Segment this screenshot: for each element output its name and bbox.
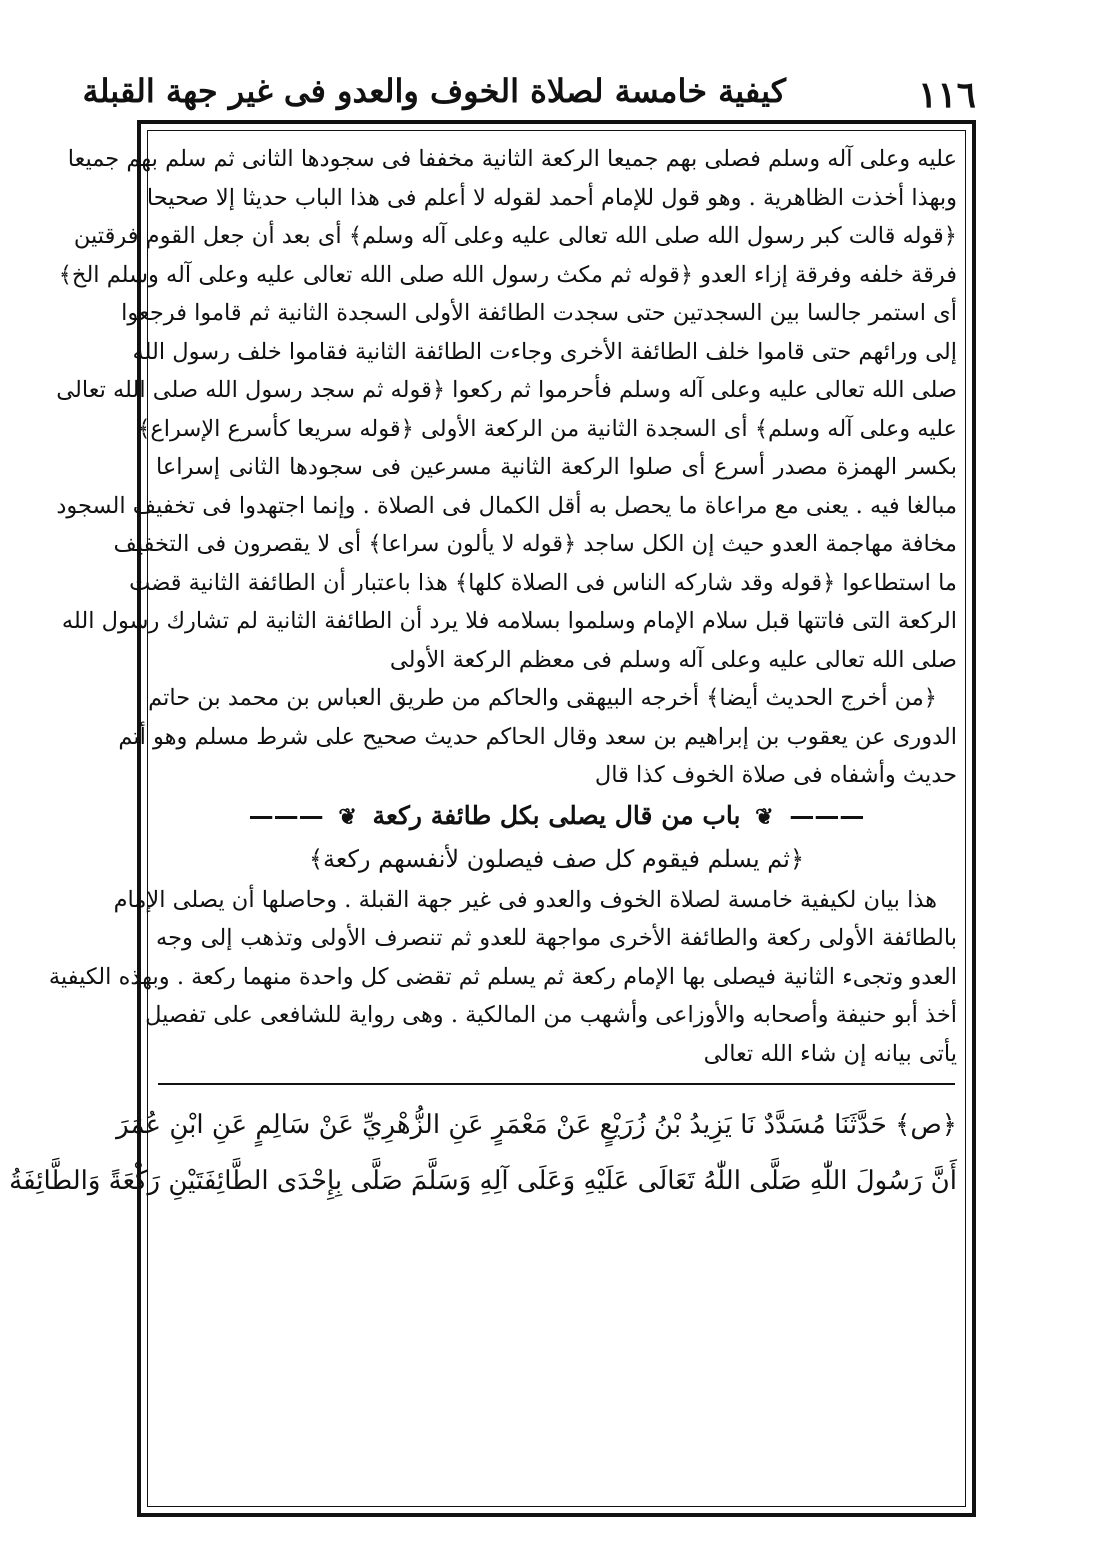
chapter-subtitle: ﴿ثم يسلم فيقوم كل صف فيصلون لأنفسهم ركعة﴾ bbox=[308, 844, 805, 873]
chapter-title-row bbox=[152, 795, 961, 837]
commentary-section bbox=[56, 140, 961, 679]
commentary-line: عليه وعلى آله وسلم﴾ أى السجدة الثانية من الركعة الأولى ﴿قوله سريعا كأسرع الإسراع﴾ bbox=[137, 415, 957, 442]
chapter-title: باب من قال يصلى بكل طائفة ركعة bbox=[372, 800, 741, 830]
explanation-section bbox=[48, 881, 961, 1074]
commentary-line: ما استطاعوا ﴿قوله وقد شاركه الناس فى الصلاة كلها﴾ هذا باعتبار أن الطائفة الثانية قضت bbox=[129, 569, 957, 596]
hadith-line: أَنَّ رَسُولَ اللّٰهِ صَلَّى اللّٰهُ تَعَالَى عَلَيْهِ وَعَلَى آلِهِ وَسَلَّمَ صَلَّى بِإِحْدَى الطَّائِفَتَيْنِ رَكْعَةً وَالطَّائِفَةُ bbox=[9, 1166, 957, 1196]
commentary-line: وبهذا أخذت الظاهرية . وهو قول للإمام أحمد لقوله لا أعلم فى هذا الباب حديثا إلا صحيحا bbox=[146, 184, 957, 211]
commentary-line: مخافة مهاجمة العدو حيث إن الكل ساجد ﴿قوله لا يألون سراعا﴾ أى لا يقصرون فى التخفيف bbox=[113, 531, 957, 557]
text-block bbox=[9, 140, 961, 1495]
takhrij-line: الدورى عن يعقوب بن إبراهيم بن سعد وقال الحاكم حديث صحيح على شرط مسلم وهو أتم bbox=[118, 723, 957, 750]
explanation-line: أخذ أبو حنيفة وأصحابه والأوزاعى وأشهب من المالكية . وهى رواية للشافعى على تفصيل bbox=[145, 1002, 957, 1028]
commentary-line: ﴿قوله قالت كبر رسول الله صلى الله تعالى عليه وعلى آله وسلم﴾ أى بعد أن جعل القوم فرقتين bbox=[73, 223, 957, 249]
commentary-line: مبالغا فيه . يعنى مع مراعاة ما يحصل به أقل الكمال فى الصلاة . وإنما اجتهدوا فى تخفيف السجود bbox=[56, 492, 957, 519]
hadith-section bbox=[9, 1097, 961, 1209]
hadith-divider bbox=[158, 1083, 955, 1085]
commentary-line: أى استمر جالسا بين السجدتين حتى سجدت الطائفة الأولى السجدة الثانية ثم قاموا فرجعوا bbox=[121, 300, 957, 326]
explanation-line: العدو وتجىء الثانية فيصلى بها الإمام ركعة ثم يسلم ثم تقضى كل واحدة منهما ركعة . وبهذه الكيفية bbox=[48, 963, 957, 990]
takhrij-section bbox=[118, 679, 961, 795]
takhrij-line: حديث وأشفاه فى صلاة الخوف كذا قال bbox=[594, 762, 957, 788]
commentary-line: صلى الله تعالى عليه وعلى آله وسلم فأحرموا ثم ركعوا ﴿قوله ثم سجد رسول الله صلى الله تعالى bbox=[56, 377, 957, 403]
running-header bbox=[82, 70, 976, 120]
explanation-line: يأتى بيانه إن شاء الله تعالى bbox=[703, 1040, 957, 1067]
ornament-right-icon: ❦ bbox=[755, 803, 775, 830]
takhrij-line: ﴿من أخرج الحديث أيضا﴾ أخرجه البيهقى والحاكم من طريق العباس بن محمد بن حاتم bbox=[148, 685, 937, 711]
commentary-line: بكسر الهمزة مصدر أسرع أى صلوا الركعة الثانية مسرعين فى سجودها الثانى إسراعا bbox=[156, 454, 957, 480]
chapter-heading-block bbox=[152, 795, 961, 881]
commentary-line: عليه وعلى آله وسلم فصلى بهم جميعا الركعة الثانية مخففا فى سجودها الثانى ثم سلم بهم جميعا bbox=[67, 146, 957, 172]
hadith-line: ﴿ص﴾ حَدَّثَنَا مُسَدَّدٌ نَا يَزِيدُ بْنُ زُرَيْعٍ عَنْ مَعْمَرٍ عَنِ الزُّهْرِيِّ عَنْ سَالِمٍ عَنِ ابْنِ عُمَرَ bbox=[116, 1110, 957, 1140]
heading-dash-left: ——— bbox=[248, 800, 324, 830]
commentary-line: إلى ورائهم حتى قاموا خلف الطائفة الأخرى وجاءت الطائفة الثانية فقاموا خلف رسول الله bbox=[132, 338, 957, 365]
commentary-line: فرقة خلفه وفرقة إزاء العدو ﴿قوله ثم مكث رسول الله صلى الله تعالى عليه وعلى آله وسلم الخ﴾ bbox=[58, 261, 957, 288]
commentary-line: صلى الله تعالى عليه وعلى آله وسلم فى معظم الركعة الأولى bbox=[389, 646, 957, 673]
page-number: ١١٦ bbox=[917, 74, 976, 116]
ornament-left-icon: ❦ bbox=[338, 803, 358, 830]
header-title: كيفية خامسة لصلاة الخوف والعدو فى غير جهة القبلة bbox=[82, 72, 786, 110]
explanation-line: بالطائفة الأولى ركعة والطائفة الأخرى مواجهة للعدو ثم تنصرف الأولى وتذهب إلى وجه bbox=[156, 925, 957, 951]
commentary-line: الركعة التى فاتتها قبل سلام الإمام وسلموا بسلامه فلا يرد أن الطائفة الثانية لم تشارك رسول الله bbox=[61, 608, 957, 634]
explanation-line: هذا بيان لكيفية خامسة لصلاة الخوف والعدو فى غير جهة القبلة . وحاصلها أن يصلى الإمام bbox=[113, 886, 937, 913]
heading-dash-right: ——— bbox=[789, 800, 865, 830]
